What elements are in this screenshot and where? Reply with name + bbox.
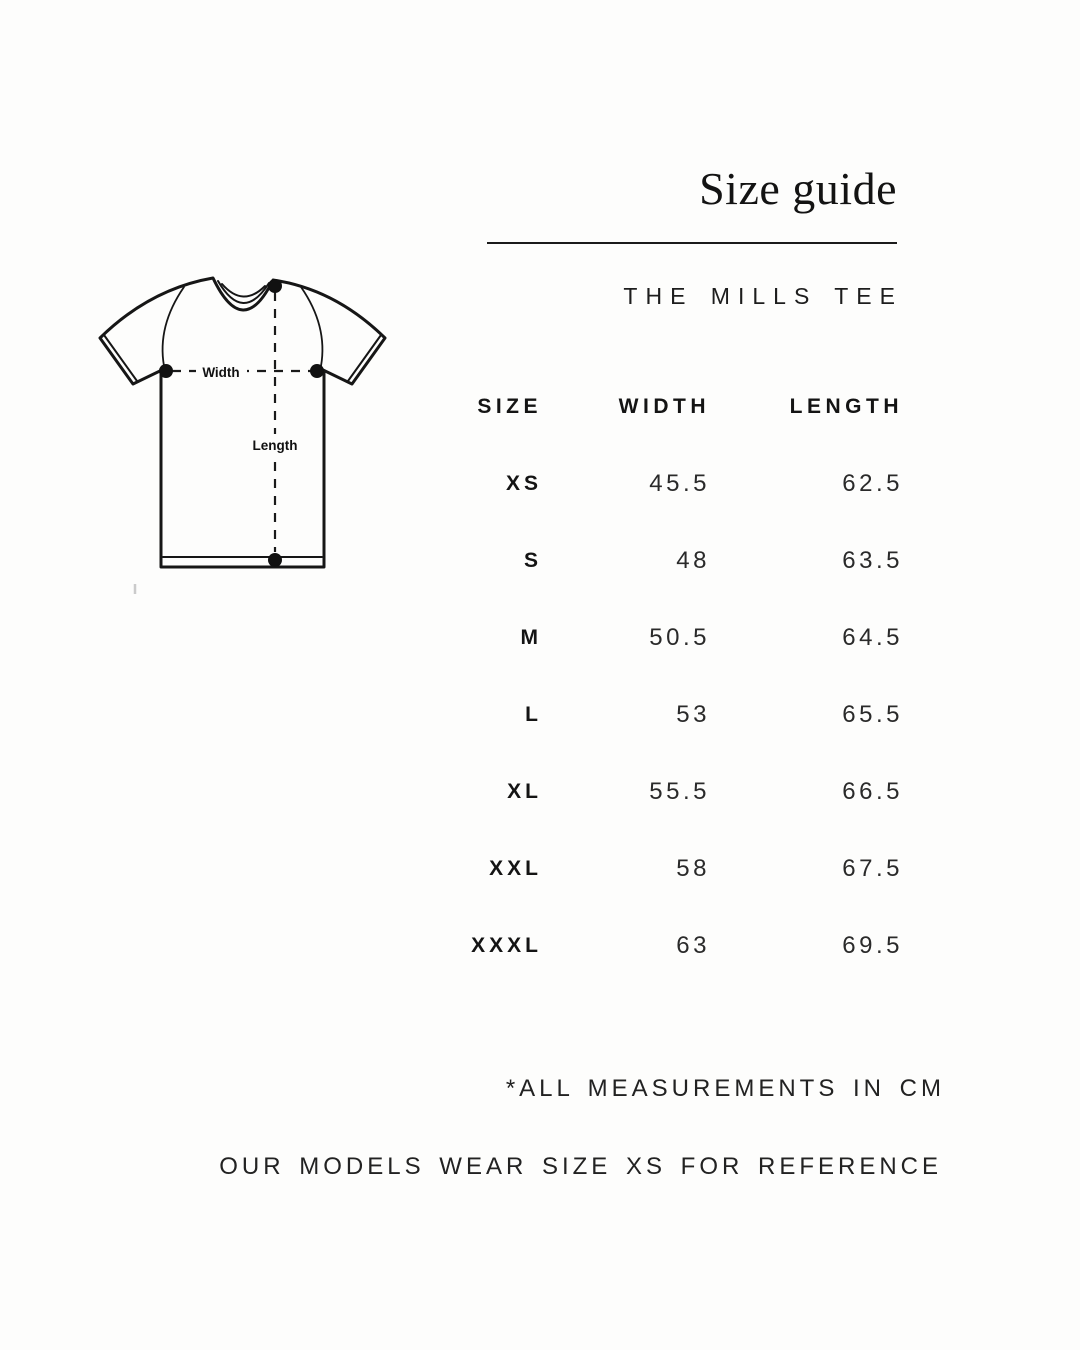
column-header-width: WIDTH [618, 395, 710, 418]
width-value-l: 53 [676, 700, 710, 728]
length-value-xxxl: 69.5 [842, 931, 903, 959]
size-label-xs: XS [505, 472, 542, 495]
column-header-size: SIZE [477, 395, 542, 418]
width-value-m: 50.5 [649, 623, 710, 651]
left-sleeve-seam [163, 287, 184, 366]
length-value-xl: 66.5 [842, 777, 903, 805]
size-label-xl: XL [507, 780, 542, 803]
size-label-xxl: XXL [489, 857, 542, 880]
length-value-l: 65.5 [842, 700, 903, 728]
length-value-xxl: 67.5 [842, 854, 903, 882]
width-value-xxl: 58 [676, 854, 710, 882]
size-table [420, 368, 903, 984]
width-value-s: 48 [676, 546, 710, 574]
product-name: THE MILLS TEE [623, 283, 903, 309]
model-note: OUR MODELS WEAR SIZE XS FOR REFERENCE [219, 1153, 942, 1180]
size-label-s: S [523, 549, 542, 572]
size-label-m: M [520, 626, 542, 649]
title-underline [487, 242, 897, 244]
size-label-xxxl: XXXL [471, 934, 542, 957]
tshirt-outline [100, 278, 385, 567]
length-value-xs: 62.5 [842, 469, 903, 497]
left-cuff-line [104, 335, 137, 381]
width-value-xxxl: 63 [676, 931, 710, 959]
width-value-xs: 45.5 [649, 469, 710, 497]
tshirt-diagram [85, 255, 415, 605]
length-value-m: 64.5 [842, 623, 903, 651]
size-label-l: L [525, 703, 542, 726]
diagram-length-label: Length [252, 438, 298, 453]
hem-measure-dot [268, 553, 282, 567]
length-value-s: 63.5 [842, 546, 903, 574]
right-armpit-measure-dot [310, 364, 324, 378]
collar-measure-dot [268, 279, 282, 293]
column-header-length: LENGTH [789, 395, 903, 418]
right-cuff-line [348, 335, 381, 381]
page-title: Size guide [699, 163, 897, 214]
diagram-width-label: Width [202, 365, 240, 380]
right-sleeve-seam [301, 287, 322, 366]
measurements-note: *ALL MEASUREMENTS IN CM [505, 1075, 945, 1102]
left-armpit-measure-dot [159, 364, 173, 378]
width-value-xl: 55.5 [649, 777, 710, 805]
